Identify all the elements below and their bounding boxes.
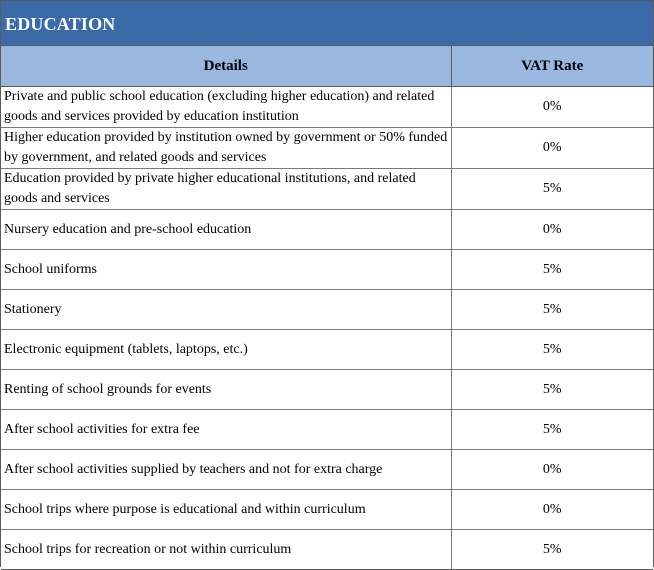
details-cell: After school activities for extra fee [1,410,451,450]
details-cell: Renting of school grounds for events [1,370,451,410]
table-row [1,128,653,169]
vat-rate-cell: 0% [451,450,653,490]
table-row [1,250,653,290]
vat-rate-cell: 0% [451,490,653,530]
table-row [1,490,653,530]
details-cell: School trips where purpose is educational and within curriculum [1,490,451,530]
table-row [1,450,653,490]
section-title: EDUCATION [1,0,653,46]
details-cell: Higher education provided by institution owned by government or 50% funded by government, and related goods and services [1,128,451,169]
vat-rate-cell: 5% [451,290,653,330]
header-details: Details [1,46,451,87]
table-header-row [1,46,653,87]
table-row [1,530,653,570]
table-row [1,370,653,410]
details-cell: Education provided by private higher educational institutions, and related goods and services [1,169,451,210]
vat-rate-cell: 0% [451,128,653,169]
details-cell: Private and public school education (excluding higher education) and related goods and services provided by education institution [1,87,451,128]
vat-rate-cell: 0% [451,210,653,250]
table-row [1,210,653,250]
vat-rate-cell: 0% [451,87,653,128]
vat-rate-cell: 5% [451,169,653,210]
table-row [1,169,653,210]
vat-rate-table [1,46,653,570]
vat-rate-cell: 5% [451,330,653,370]
details-cell: After school activities supplied by teachers and not for extra charge [1,450,451,490]
details-cell: School trips for recreation or not within curriculum [1,530,451,570]
table-row [1,87,653,128]
header-vat-rate: VAT Rate [451,46,653,87]
details-cell: Stationery [1,290,451,330]
table-row [1,410,653,450]
vat-rate-cell: 5% [451,410,653,450]
details-cell: Nursery education and pre-school education [1,210,451,250]
details-cell: School uniforms [1,250,451,290]
vat-rate-cell: 5% [451,250,653,290]
table-row [1,330,653,370]
details-cell: Electronic equipment (tablets, laptops, etc.) [1,330,451,370]
vat-rate-cell: 5% [451,370,653,410]
table-row [1,290,653,330]
vat-rate-cell: 5% [451,530,653,570]
